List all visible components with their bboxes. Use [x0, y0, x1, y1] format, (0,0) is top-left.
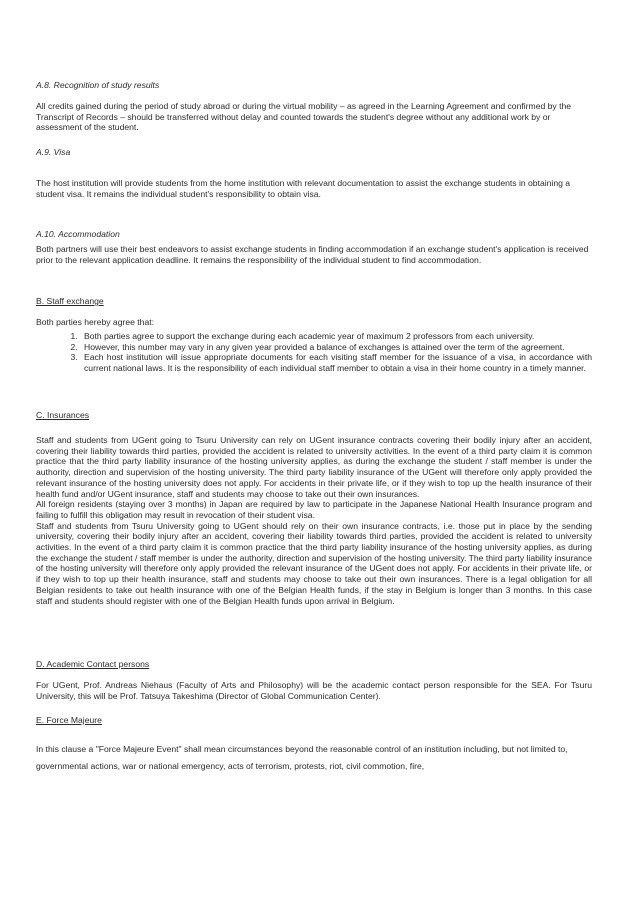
paragraph-a10: Both partners will use their best endeavors to assist exchange students in finding accommodation if an exchange student's application is received prior to the relevant application deadline. It remains the responsibility of the individual student to find accommodation. — [36, 244, 589, 265]
list-item: 2. However, this number may vary in any given year provided a balance of exchanges is attained over the term of the agreement. — [80, 342, 592, 353]
heading-insurances: C. Insurances — [36, 410, 90, 420]
list-item: 1. Both parties agree to support the exchange during each academic year of maximum 2 professors from each university. — [80, 331, 592, 342]
paragraph-force-majeure: In this clause a "Force Majeure Event" shall mean circumstances beyond the reasonable control of an institution including, but not limited to, governmental actions, war or national emergency, acts of terrorism, protests, riot, civil commotion, fire, — [36, 744, 568, 771]
paragraph-academic-contacts: For UGent, Prof. Andreas Niehaus (Faculty of Arts and Philosophy) will be the academic contact person responsible for the SEA. For Tsuru University, this will be Prof. Tatsuya Takeshima (Director of Global Communication Center). — [36, 680, 592, 701]
heading-staff-exchange: B. Staff exchange — [36, 296, 104, 306]
insurances-paragraph-japan: All foreign residents (staying over 3 months) in Japan are required by law to participate in the Japanese National Health Insurance program and failing to fulfill this obligation may result in revocation of their student visa. — [36, 499, 592, 520]
list-item: 3. Each host institution will issue appropriate documents for each visiting staff member for the issuance of a visa, in accordance with current national laws. It is the responsibility of each individual staff member to obtain a visa in their home country in a timely manner. — [80, 352, 592, 373]
staff-exchange-intro: Both parties hereby agree that: — [36, 317, 155, 327]
insurances-paragraph-ugent: Staff and students from UGent going to Tsuru University can rely on UGent insurance contracts covering their bodily injury after an accident, covering their liability towards third parties, provided the accident is related to university activities. In the event of a third party claim it is common practice that the third party liability insurance of the hosting university applies, as during the exchange the student / staff member is under the authority, direction and supervision of the hosting university. The third party liability insurance of the UGent will therefore only apply provided the relevant insurance of the hosting university does not apply. For accidents in their private life, or if they wish to top up the health insurance of their health fund and/or UGent insurance, staff and students may choose to take out their own insurances. — [36, 435, 592, 499]
insurances-paragraph-tsuru: Staff and students from Tsuru University going to UGent should rely on their own insurance contracts, i.e. those put in place by the sending university, covering their bodily injury after an accident, covering their liability towards third parties, provided the accident is related to university activities. In the event of a third party claim it is common practice that the third party liability insurance of the hosting university applies, as during the exchange the student / staff member is under the authority, direction and supervision of the hosting university. The third party liability insurance of the hosting university will therefore only apply provided the relevant insurance of the UGent does not apply. For accidents in their private life, or if they wish to top up their health insurance, staff and students may choose to take out their own insurances. There is a legal obligation for all Belgian residents to take out health insurance with one of the Belgian Health funds, if the stay in Belgium is longer than 3 months. In this case staff and students should register with one of the Belgian Health funds upon arrival in Belgium. — [36, 520, 592, 606]
paragraph-a9: The host institution will provide students from the home institution with relevant documentation to assist the exchange students in obtaining a student visa. It remains the individual student's responsibility to obtain visa. — [36, 178, 571, 199]
heading-a8: A.8. Recognition of study results — [36, 80, 160, 90]
staff-exchange-list — [36, 331, 592, 374]
heading-force-majeure: E. Force Majeure — [36, 715, 102, 725]
heading-academic-contacts: D. Academic Contact persons — [36, 659, 150, 669]
insurances-body — [36, 435, 592, 606]
heading-a10: A.10. Accommodation — [36, 229, 120, 239]
heading-a9: A.9. Visa — [36, 147, 71, 157]
paragraph-a8: All credits gained during the period of study abroad or during the virtual mobility – as agreed in the Learning Agreement and confirmed by the Transcript of Records – should be transferred without delay and counted towards the student's degree without any additional work by or assessment of the student. — [36, 101, 572, 133]
